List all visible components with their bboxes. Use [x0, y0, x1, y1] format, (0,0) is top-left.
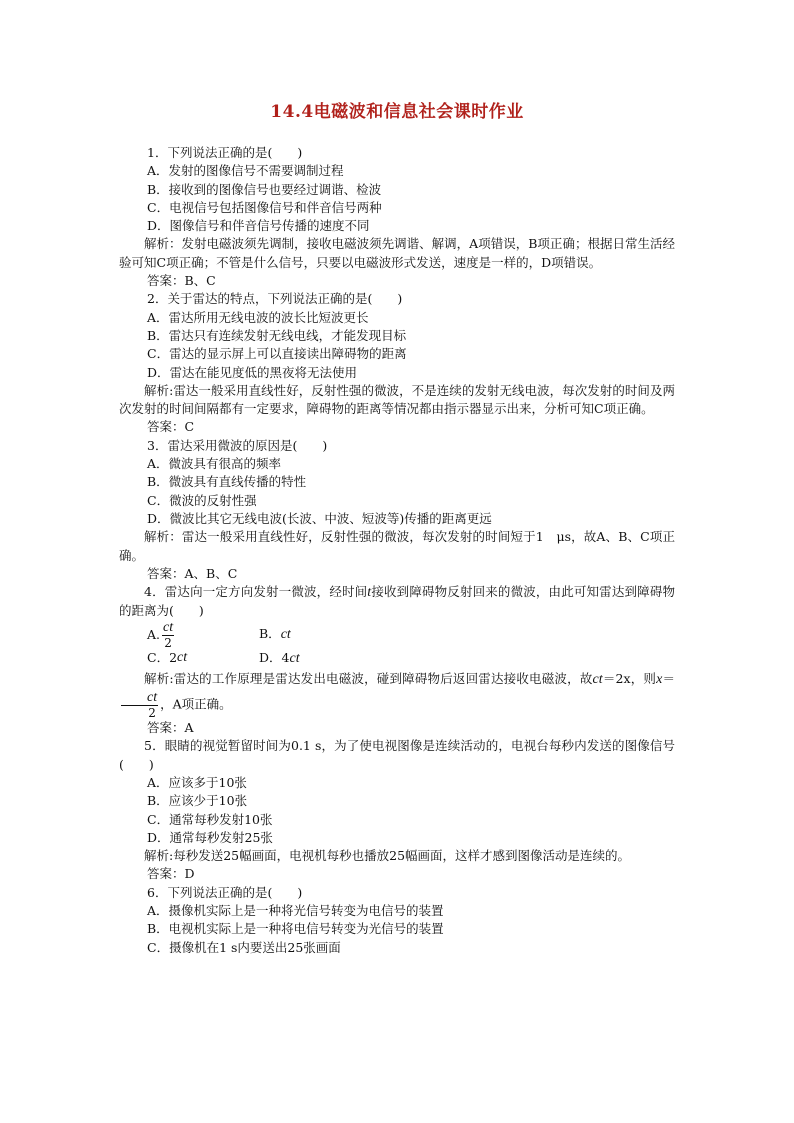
q4-stem-var: t: [367, 585, 372, 601]
q4-option-c-label: C．2: [147, 650, 178, 666]
q6-option-a: A．摄像机实际上是一种将光信号转变为电信号的装置: [147, 902, 444, 918]
q4-option-c-value: ct: [177, 650, 188, 666]
q4-analysis-eq: ＝: [662, 671, 675, 687]
q4-option-c: [147, 649, 259, 667]
q4-analysis-denominator: 2: [148, 706, 156, 721]
q4-option-d-value: ct: [289, 650, 300, 666]
q6-option-c: C．摄像机在1 s内要送出25张画面: [147, 939, 341, 955]
q5-option-a: A．应该多于10张: [147, 774, 247, 790]
q4-option-a-numerator: ct: [163, 619, 174, 635]
q4-option-a-fraction: [162, 621, 174, 649]
q4-analysis-ct: ct: [592, 672, 603, 688]
q4-options-ab: [119, 621, 675, 649]
q2-analysis: 解析:雷达一般采用直线性好，反射性强的微波，不是连续的发射无线电波，每次发射的时间及两次发射的时间间隔都有一定要求，障碍物的距离等情况都由指示器显示出来，分析可知C项正确。: [119, 382, 675, 417]
q4-option-d-label: D．4: [259, 649, 290, 665]
q4-analysis: [119, 668, 675, 719]
q6-option-b: B．电视机实际上是一种将电信号转变为光信号的装置: [147, 921, 444, 937]
q4-option-b: [259, 621, 291, 648]
q1-option-d: D．图像信号和伴音信号传播的速度不同: [147, 218, 370, 234]
q1-analysis: 解析：发射电磁波须先调制，接收电磁波须先调谐、解调，A项错误，B项正确；根据日常生活经验可知C项正确；不管是什么信号，只要以电磁波形式发送，速度是一样的，D项错误。: [119, 236, 675, 270]
q3-option-c: C．微波的反射性强: [147, 492, 257, 508]
q4-analysis-numerator: ct: [121, 691, 158, 706]
q4-analysis-x: x: [656, 672, 663, 688]
q3-option-d: D．微波比其它无线电波(长波、中波、短波等)传播的距离更远: [147, 510, 492, 526]
q5-option-d: D．通常每秒发射25张: [147, 829, 273, 845]
q4-analysis-pre: 解析:雷达的工作原理是雷达发出电磁波，碰到障碍物后返回雷达接收电磁波，故: [144, 671, 593, 687]
worksheet-content: [119, 144, 675, 957]
page-title: 14.4电磁波和信息社会课时作业: [270, 102, 524, 122]
q4-stem-post: 接收到障碍物反射回来的微波，由此可知雷达到障碍物的距离为( ): [119, 584, 675, 619]
q4-options-cd: [119, 649, 675, 668]
q1-option-b: B．接收到的图像信号也要经过调谐、检波: [147, 181, 382, 197]
q3-stem: 3．雷达采用微波的原因是( ): [147, 437, 328, 453]
q4-answer: 答案：A: [147, 720, 194, 736]
q3-option-a: A．微波具有很高的频率: [147, 456, 282, 472]
q4-option-b-value: ct: [280, 627, 291, 643]
q2-option-d: D．雷达在能见度低的黑夜将无法使用: [147, 364, 358, 380]
q2-option-c: C．雷达的显示屏上可以直接读出障碍物的距离: [147, 346, 407, 362]
q4-analysis-mid: ＝2x，则: [602, 671, 657, 687]
q1-stem: 1．下列说法正确的是( ): [147, 145, 303, 160]
q4-option-a: [147, 621, 259, 649]
q4-stem-pre: 4．雷达向一定方向发射一微波，经时间: [144, 584, 368, 600]
q4-option-a-label: A.: [147, 626, 161, 642]
q4-analysis-fraction: [121, 691, 158, 719]
q4-stem: [119, 583, 675, 621]
q5-option-b: B．应该少于10张: [147, 793, 248, 809]
q5-option-c: C．通常每秒发射10张: [147, 811, 273, 827]
q2-answer: 答案：C: [147, 419, 195, 435]
q5-analysis: 解析:每秒发送25幅画面，电视机每秒也播放25幅画面，这样才感到图像活动是连续的。: [144, 848, 631, 864]
q6-stem: 6．下列说法正确的是( ): [147, 884, 303, 900]
q5-answer: 答案：D: [147, 866, 195, 882]
q1-option-c: C．电视信号包括图像信号和伴音信号两种: [147, 199, 382, 215]
q2-option-b: B．雷达只有连续发射无线电线，才能发现目标: [147, 327, 407, 343]
q3-analysis: 解析：雷达一般采用直线性好，反射性强的微波，每次发射的时间短于1 μs，故A、B、C项正确。: [119, 529, 675, 563]
q4-option-a-denominator: 2: [164, 635, 172, 650]
q2-option-a: A．雷达所用无线电波的波长比短波更长: [147, 309, 369, 325]
q1-answer: 答案：B、C: [147, 273, 216, 289]
q3-option-b: B．微波具有直线传播的特性: [147, 474, 307, 490]
q4-option-b-label: B．: [259, 626, 281, 642]
q3-answer: 答案：A、B、C: [147, 565, 238, 581]
q4-analysis-post: ，A项正确。: [160, 696, 232, 712]
q2-stem: 2．关于雷达的特点，下列说法正确的是( ): [147, 291, 403, 307]
q5-stem: 5．眼睛的视觉暂留时间为0.1 s，为了使电视图像是连续活动的，电视台每秒内发送的图像信号( ): [119, 738, 675, 772]
q1-option-a: A．发射的图像信号不需要调制过程: [147, 163, 344, 179]
q4-option-d: [259, 649, 300, 668]
